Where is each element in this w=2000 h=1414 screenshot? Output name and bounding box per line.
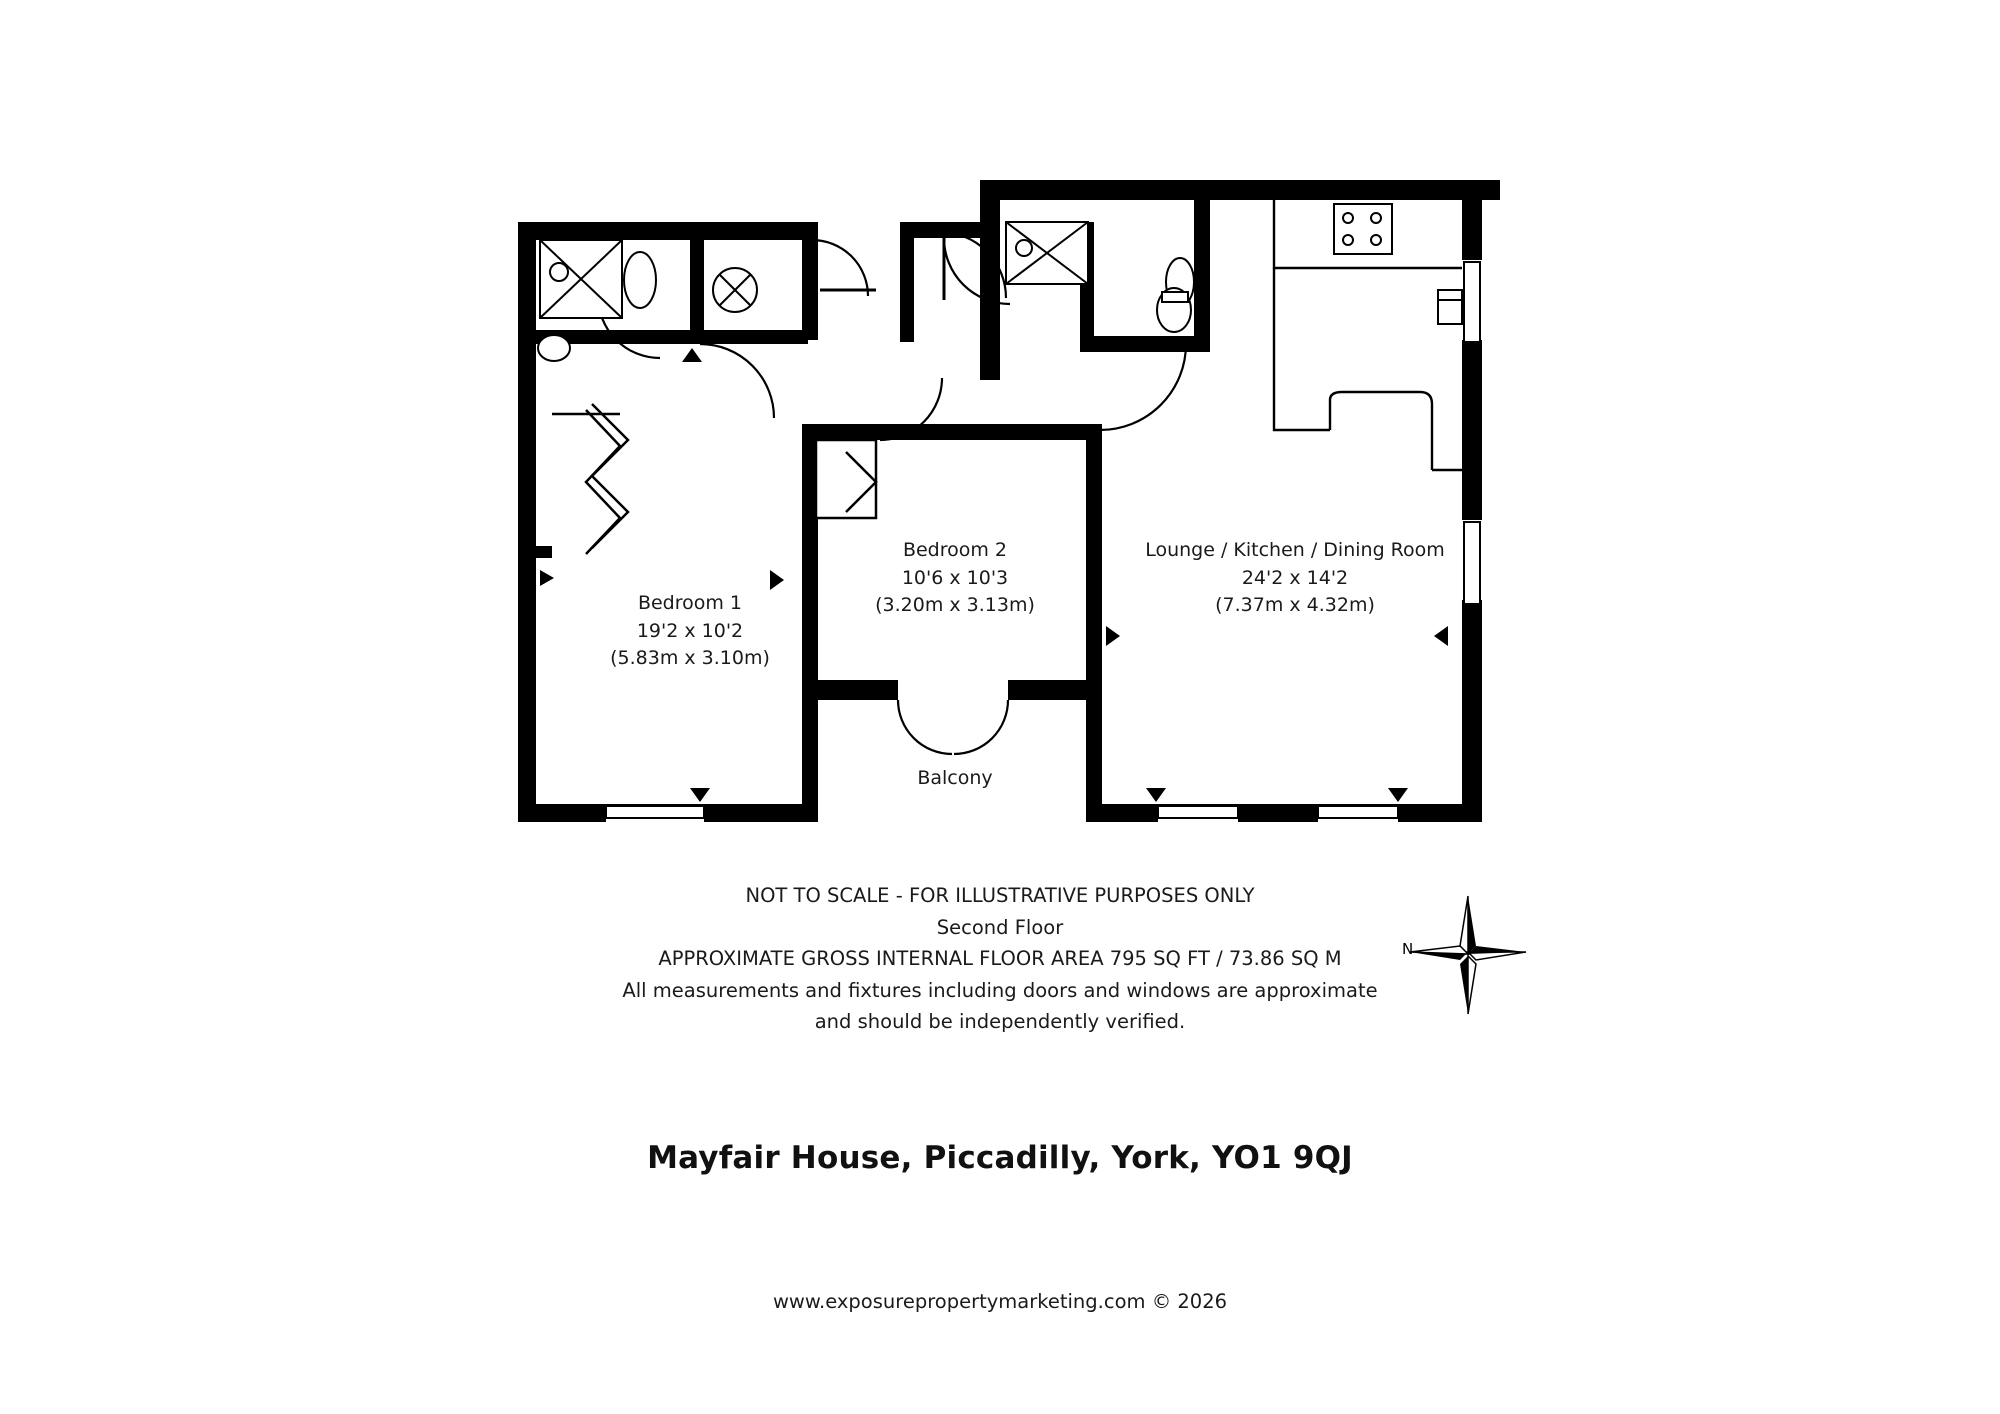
room-name: Bedroom 2 (902, 539, 1008, 561)
disclaimer-line-4: All measurements and fixtures including doors and windows are approximate (622, 978, 1378, 1002)
room-dimension-imperial: 19'2 x 10'2 (636, 619, 744, 642)
room-label-lounge-kitchen-dining (1100, 537, 1490, 620)
disclaimer-block (0, 880, 2000, 1038)
room-name: Bedroom 1 (637, 592, 743, 614)
room-dimension-metric: (3.20m x 3.13m) (875, 594, 1035, 617)
disclaimer-line-5: and should be independently verified. (814, 1010, 1186, 1034)
bedroom2-wardrobe (816, 440, 876, 518)
footer-credit: www.exposurepropertymarketing.com © 2026 (772, 1290, 1228, 1313)
wardrobe (552, 400, 630, 554)
page-title: Mayfair House, Piccadilly, York, YO1 9QJ (647, 1140, 1353, 1176)
disclaimer-line-3: APPROXIMATE GROSS INTERNAL FLOOR AREA 795 SQ FT / 73.86 SQ M (658, 947, 1342, 971)
room-label-bedroom-2 (830, 537, 1080, 620)
room-name: Lounge / Kitchen / Dining Room (1145, 539, 1445, 561)
disclaimer-line-2: Second Floor (936, 915, 1064, 939)
room-name: Balcony (917, 767, 993, 789)
compass-north-label: N (1402, 940, 1414, 958)
ensuite-fixtures (1006, 222, 1194, 332)
room-dimension-imperial: 10'6 x 10'3 (901, 566, 1009, 589)
compass-rose (1400, 890, 1530, 1020)
room-dimension-imperial: 24'2 x 14'2 (1241, 566, 1349, 589)
room-label-bedroom-1 (560, 590, 820, 673)
compass-icon (1400, 890, 1530, 1020)
hob-icon (1334, 204, 1392, 254)
room-dimension-metric: (7.37m x 4.32m) (1215, 594, 1375, 617)
room-label-balcony (830, 765, 1080, 793)
sink-icon (1438, 290, 1462, 324)
disclaimer-line-1: NOT TO SCALE - FOR ILLUSTRATIVE PURPOSES ONLY (745, 884, 1255, 907)
room-dimension-metric: (5.83m x 3.10m) (610, 647, 770, 670)
